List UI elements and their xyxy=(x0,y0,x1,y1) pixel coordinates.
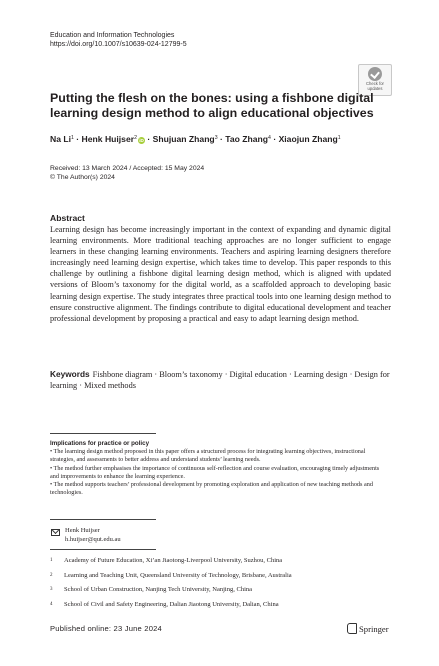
author-name[interactable]: Henk Huijser xyxy=(81,134,135,144)
affiliation-number: 1 xyxy=(50,558,53,563)
publisher-name: Springer xyxy=(359,624,389,634)
journal-name: Education and Information Technologies xyxy=(50,32,175,39)
paper-title: Putting the flesh on the bones: using a fishbone digital learning design method to align educational objectives xyxy=(50,91,374,120)
affiliation-number: 3 xyxy=(50,587,53,592)
author-affiliation-marker: 4 xyxy=(268,135,271,141)
divider xyxy=(50,433,156,434)
badge-line-1: Check for xyxy=(366,81,384,86)
keywords-label: Keywords xyxy=(50,369,90,379)
divider xyxy=(50,519,156,520)
abstract-heading: Abstract xyxy=(50,213,85,223)
affiliation-text: Learning and Teaching Unit, Queensland University of Technology, Brisbane, Australia xyxy=(64,572,292,579)
author-affiliation-marker: 3 xyxy=(214,135,218,141)
author-name[interactable]: Xiaojun Zhang xyxy=(278,134,338,144)
implications-box xyxy=(50,440,385,497)
author-list: Na $Li^1$ · Henk Huijser$^2$ iD · Shujuan Zhang$^3$ · Tao Zhang$^4$ · Xiaojun Zhang$^1$ xyxy=(50,134,341,144)
published-date: Published online: 23 June 2024 xyxy=(50,624,162,633)
affiliation-item xyxy=(50,601,279,609)
affiliation-text: School of Civil and Safety Engineering, Dalian Jiaotong University, Dalian, China xyxy=(64,601,279,608)
received-accepted-dates: Received: 13 March 2024 / Accepted: 15 May 2024 xyxy=(50,165,205,172)
affiliation-number: 2 xyxy=(50,573,53,578)
affiliation-number: 4 xyxy=(50,602,53,607)
abstract-text: Learning design has become increasingly important in the context of expanding and dynamic digital learning environments. More traditional teaching approaches are no longer sufficient to engage learners in these changing learning environments. Teachers and aspiring learning designers therefore increasingly need learning design expertise, which takes time to develop. This paper responds to this challenge by outlining a fishbone digital learning design method, which is aligned with updated versions of Bloom’s taxonomy for the digital world, as a scaffolded approach to developing basic learning design expertise. The study integrates three practical tools into one learning design method to ensure constructive alignment. The findings contribute to digital educational development and teacher professional development by proposing a practical and easy to adapt learning design method. xyxy=(50,225,391,323)
author-affiliation-marker: 1 xyxy=(337,135,341,141)
corresponding-author-email[interactable]: h.huijser@qut.edu.au xyxy=(65,535,121,543)
publisher-logo xyxy=(347,623,389,634)
author-name[interactable]: Tao Zhang xyxy=(225,134,269,144)
doi-link[interactable]: https://doi.org/10.1007/s10639-024-12799-5 xyxy=(50,41,187,48)
affiliation-item xyxy=(50,557,282,565)
author-affiliation-marker: 1 xyxy=(71,135,74,141)
copyright-line: © The Author(s) 2024 xyxy=(50,174,115,182)
corresponding-author xyxy=(50,527,121,545)
divider xyxy=(50,549,156,550)
affiliation-text: School of Urban Construction, Nanjing Tech University, Nanjing, China xyxy=(64,586,253,593)
checkmark-icon xyxy=(368,67,382,81)
article-dates xyxy=(50,164,204,182)
affiliation-item xyxy=(50,586,252,594)
implication-bullet: • The method further emphasises the importance of continuous self-reflection and course evaluation, encouraging timely adjustments and improvements to enhance the learning experience. xyxy=(50,464,380,480)
springer-horse-icon xyxy=(347,623,357,634)
implication-bullet: • The learning design method proposed in this paper offers a structured process for integrating learning objectives, instructional strategies, and assessments to better address and understand students’ learning needs. xyxy=(50,448,366,464)
envelope-icon xyxy=(51,529,60,536)
keywords-text: Fishbone diagram · Bloom’s taxonomy · Digital education · Learning design · Design for learning · Mixed methods xyxy=(50,370,390,391)
affiliation-item xyxy=(50,572,292,580)
badge-line-2: updates xyxy=(367,85,383,91)
keywords xyxy=(50,369,391,391)
author-name[interactable]: Shujuan Zhang xyxy=(152,134,215,144)
affiliation-text: Academy of Future Education, Xi’an Jiaotong-Liverpool University, Suzhou, China xyxy=(64,557,283,564)
implication-bullet: • The method supports teachers’ professional development by promoting exploration and application of new teaching methods and technologies. xyxy=(50,481,373,497)
implications-heading: Implications for practice or policy xyxy=(50,440,150,447)
author-name[interactable]: Na Li xyxy=(50,134,72,144)
author-affiliation-marker: 2 xyxy=(134,135,137,141)
orcid-icon[interactable]: iD xyxy=(139,138,144,143)
corresponding-author-name: Henk Huijser xyxy=(65,527,100,534)
journal-header xyxy=(50,31,187,49)
